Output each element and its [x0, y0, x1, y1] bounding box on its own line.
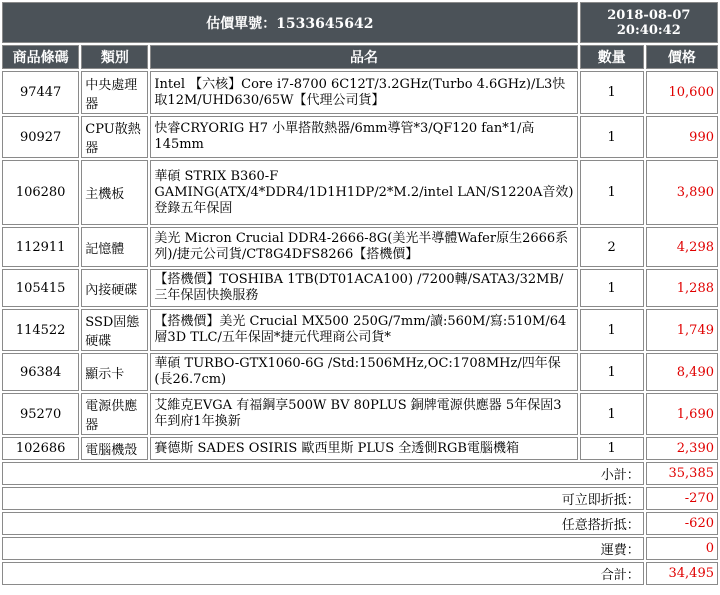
column-header-category: 類別: [81, 45, 148, 69]
item-category: 電源供應器: [81, 393, 148, 435]
item-code: 105415: [2, 269, 79, 307]
shipping-value: 0: [646, 537, 718, 560]
subtotal-label: 小計：: [2, 462, 644, 485]
total-value: 34,495: [646, 562, 718, 585]
column-header-price: 價格: [646, 45, 718, 69]
table-row: [2, 71, 718, 114]
quote-number: 估價單號：1533645642: [2, 2, 578, 43]
column-header-code: 商品條碼: [2, 45, 79, 69]
item-name: 華碩 TURBO-GTX1060-6G /Std:1506MHz,OC:1708MHz/四年保(長26.7cm): [150, 353, 577, 391]
table-row: [2, 269, 718, 307]
item-price: 1,749: [646, 309, 718, 351]
item-code: 90927: [2, 116, 79, 158]
item-name: 【搭機價】美光 Crucial MX500 250G/7mm/讀:560M/寫:510M/64層3D TLC/五年保固*捷元代理商公司貨*: [150, 309, 577, 351]
item-name: 艾維克EVGA 有福鋼享500W BV 80PLUS 銅牌電源供應器 5年保固3年到府1年換新: [150, 393, 577, 435]
total-label: 合計：: [2, 562, 644, 585]
instant-discount-value: -270: [646, 487, 718, 510]
item-qty: 2: [580, 227, 644, 267]
item-category: 中央處理器: [81, 71, 148, 114]
item-price: 1,288: [646, 269, 718, 307]
summary-row-optional-discount: [2, 512, 718, 535]
item-code: 102686: [2, 437, 79, 460]
item-qty: 1: [580, 116, 644, 158]
table-row: [2, 160, 718, 225]
table-row: [2, 116, 718, 158]
quote-time: 20:40:42: [616, 22, 681, 38]
item-price: 8,490: [646, 353, 718, 391]
item-price: 10,600: [646, 71, 718, 114]
item-category: 電腦機殼: [81, 437, 148, 460]
item-code: 106280: [2, 160, 79, 225]
item-price: 990: [646, 116, 718, 158]
item-name: 【搭機價】TOSHIBA 1TB(DT01ACA100) /7200轉/SATA3/32MB/三年保固快換服務: [150, 269, 577, 307]
item-name: 賽德斯 SADES OSIRIS 歐西里斯 PLUS 全透側RGB電腦機箱: [150, 437, 577, 460]
item-category: 記憶體: [81, 227, 148, 267]
item-name: 美光 Micron Crucial DDR4-2666-8G(美光半導體Wafer原生2666系列)/捷元公司貨/CT8G4DFS8266【搭機價】: [150, 227, 577, 267]
summary-row-instant-discount: [2, 487, 718, 510]
summary-row-subtotal: [2, 462, 718, 485]
item-code: 95270: [2, 393, 79, 435]
item-qty: 1: [580, 309, 644, 351]
item-qty: 1: [580, 71, 644, 114]
summary-row-total: [2, 562, 718, 585]
shipping-label: 運費：: [2, 537, 644, 560]
table-row: [2, 437, 718, 460]
table-row: [2, 353, 718, 391]
item-category: CPU散熱器: [81, 116, 148, 158]
column-header-name: 品名: [150, 45, 577, 69]
instant-discount-label: 可立即折抵：: [2, 487, 644, 510]
column-header-qty: 數量: [580, 45, 644, 69]
item-name: Intel 【六核】Core i7-8700 6C12T/3.2GHz(Turbo 4.6GHz)/L3快取12M/UHD630/65W【代理公司貨】: [150, 71, 577, 114]
item-price: 2,390: [646, 437, 718, 460]
item-name: 快睿CRYORIG H7 小單搭散熱器/6mm導管*3/QF120 fan*1/高145mm: [150, 116, 577, 158]
item-qty: 1: [580, 437, 644, 460]
item-category: 顯示卡: [81, 353, 148, 391]
item-code: 114522: [2, 309, 79, 351]
item-qty: 1: [580, 160, 644, 225]
item-category: 內接硬碟: [81, 269, 148, 307]
item-price: 4,298: [646, 227, 718, 267]
optional-discount-label: 任意搭折抵：: [2, 512, 644, 535]
item-code: 96384: [2, 353, 79, 391]
table-row: [2, 393, 718, 435]
item-price: 3,890: [646, 160, 718, 225]
item-qty: 1: [580, 353, 644, 391]
quote-date: 2018-08-07: [607, 7, 691, 23]
optional-discount-value: -620: [646, 512, 718, 535]
quote-datetime: [580, 2, 718, 43]
item-code: 112911: [2, 227, 79, 267]
item-name: 華碩 STRIX B360-F GAMING(ATX/4*DDR4/1D1H1DP/2*M.2/intel LAN/S1220A音效)登錄五年保固: [150, 160, 577, 225]
item-category: 主機板: [81, 160, 148, 225]
item-qty: 1: [580, 393, 644, 435]
table-row: [2, 227, 718, 267]
item-code: 97447: [2, 71, 79, 114]
table-row: [2, 309, 718, 351]
item-price: 1,690: [646, 393, 718, 435]
item-category: SSD固態硬碟: [81, 309, 148, 351]
item-qty: 1: [580, 269, 644, 307]
summary-row-shipping: [2, 537, 718, 560]
subtotal-value: 35,385: [646, 462, 718, 485]
